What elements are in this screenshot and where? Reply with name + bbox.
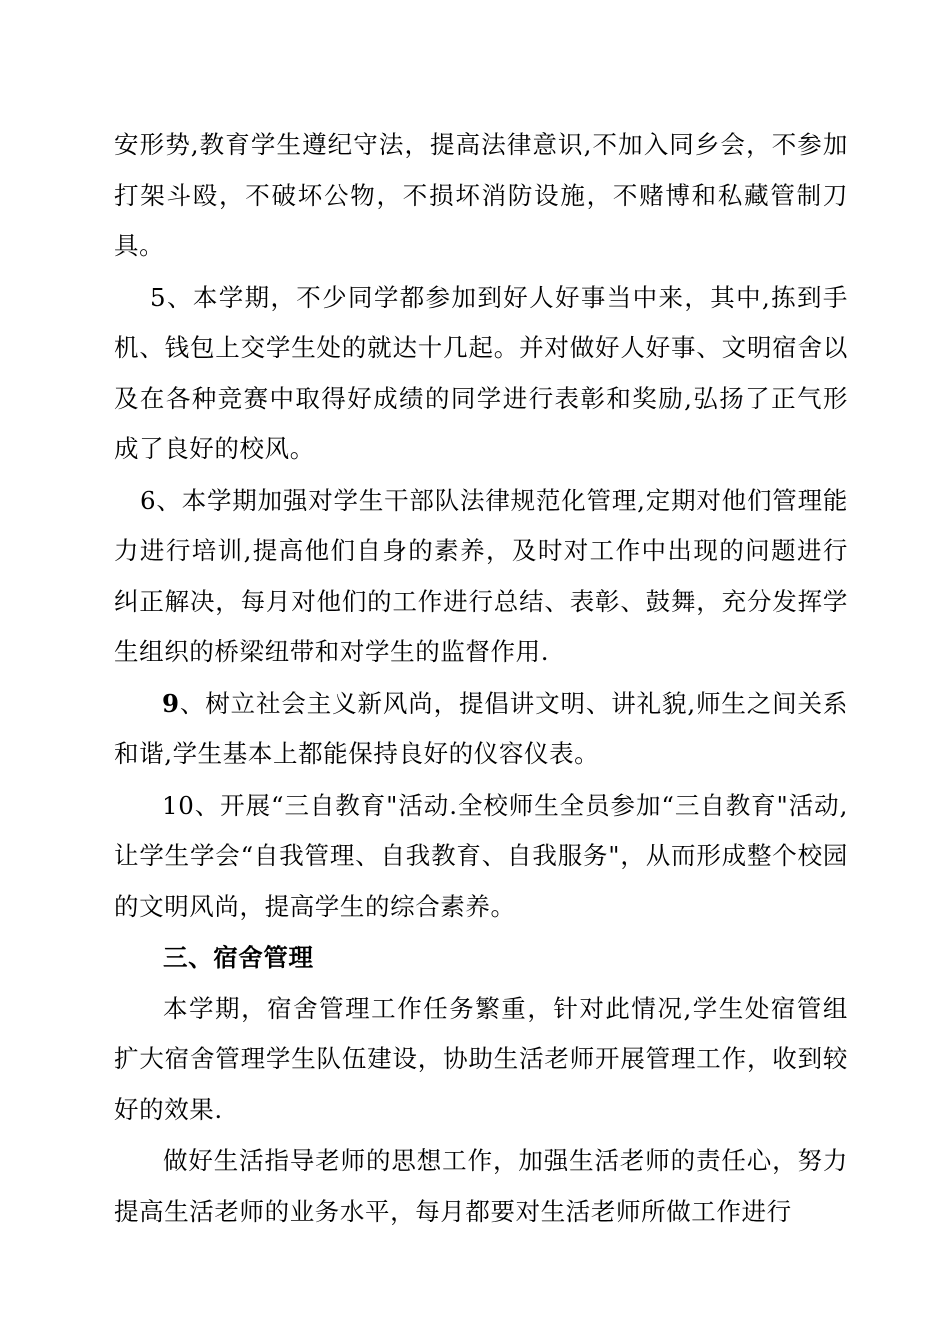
document-body (114, 120, 848, 1237)
paragraph-item-5: 5、本学期，不少同学都参加到好人好事当中来，其中,拣到手机、钱包上交学生处的就达十几起。并对做好人好事、文明宿舍以及在各种竞赛中取得好成绩的同学进行表彰和奖励,弘扬了正气形成了良好的校风。 (114, 282, 848, 463)
paragraph-item-10: 10、开展“三自教育"活动.全校师生全员参加“三自教育"活动,让学生学会“自我管理、自我教育、自我服务"，从而形成整个校园的文明风尚，提高学生的综合素养。 (114, 790, 848, 921)
section-paragraph-1: 本学期，宿舍管理工作任务繁重，针对此情况,学生处宿管组扩大宿舍管理学生队伍建设，协助生活老师开展管理工作，收到较好的效果. (114, 993, 848, 1124)
paragraph-item-9 (114, 679, 848, 780)
section-heading: 三、宿舍管理 (163, 943, 314, 972)
item-number: 9 (162, 688, 180, 718)
paragraph-text: 、树立社会主义新风尚，提倡讲文明、讲礼貌,师生之间关系和谐,学生基本上都能保持良好的仪容仪表。 (114, 688, 848, 768)
paragraph-item-6: 6、本学期加强对学生干部队法律规范化管理,定期对他们管理能力进行培训,提高他们自身的素养，及时对工作中出现的问题进行纠正解决，每月对他们的工作进行总结、表彰、鼓舞，充分发挥学生组织的桥梁纽带和对学生的监督作用. (114, 485, 848, 666)
section-paragraph-2: 做好生活指导老师的思想工作，加强生活老师的责任心，努力提高生活老师的业务水平，每月都要对生活老师所做工作进行 (114, 1146, 848, 1226)
paragraph-continued: 安形势,教育学生遵纪守法，提高法律意识,不加入同乡会，不参加打架斗殴，不破坏公物，不损坏消防设施，不赌博和私藏管制刀具。 (114, 130, 848, 260)
